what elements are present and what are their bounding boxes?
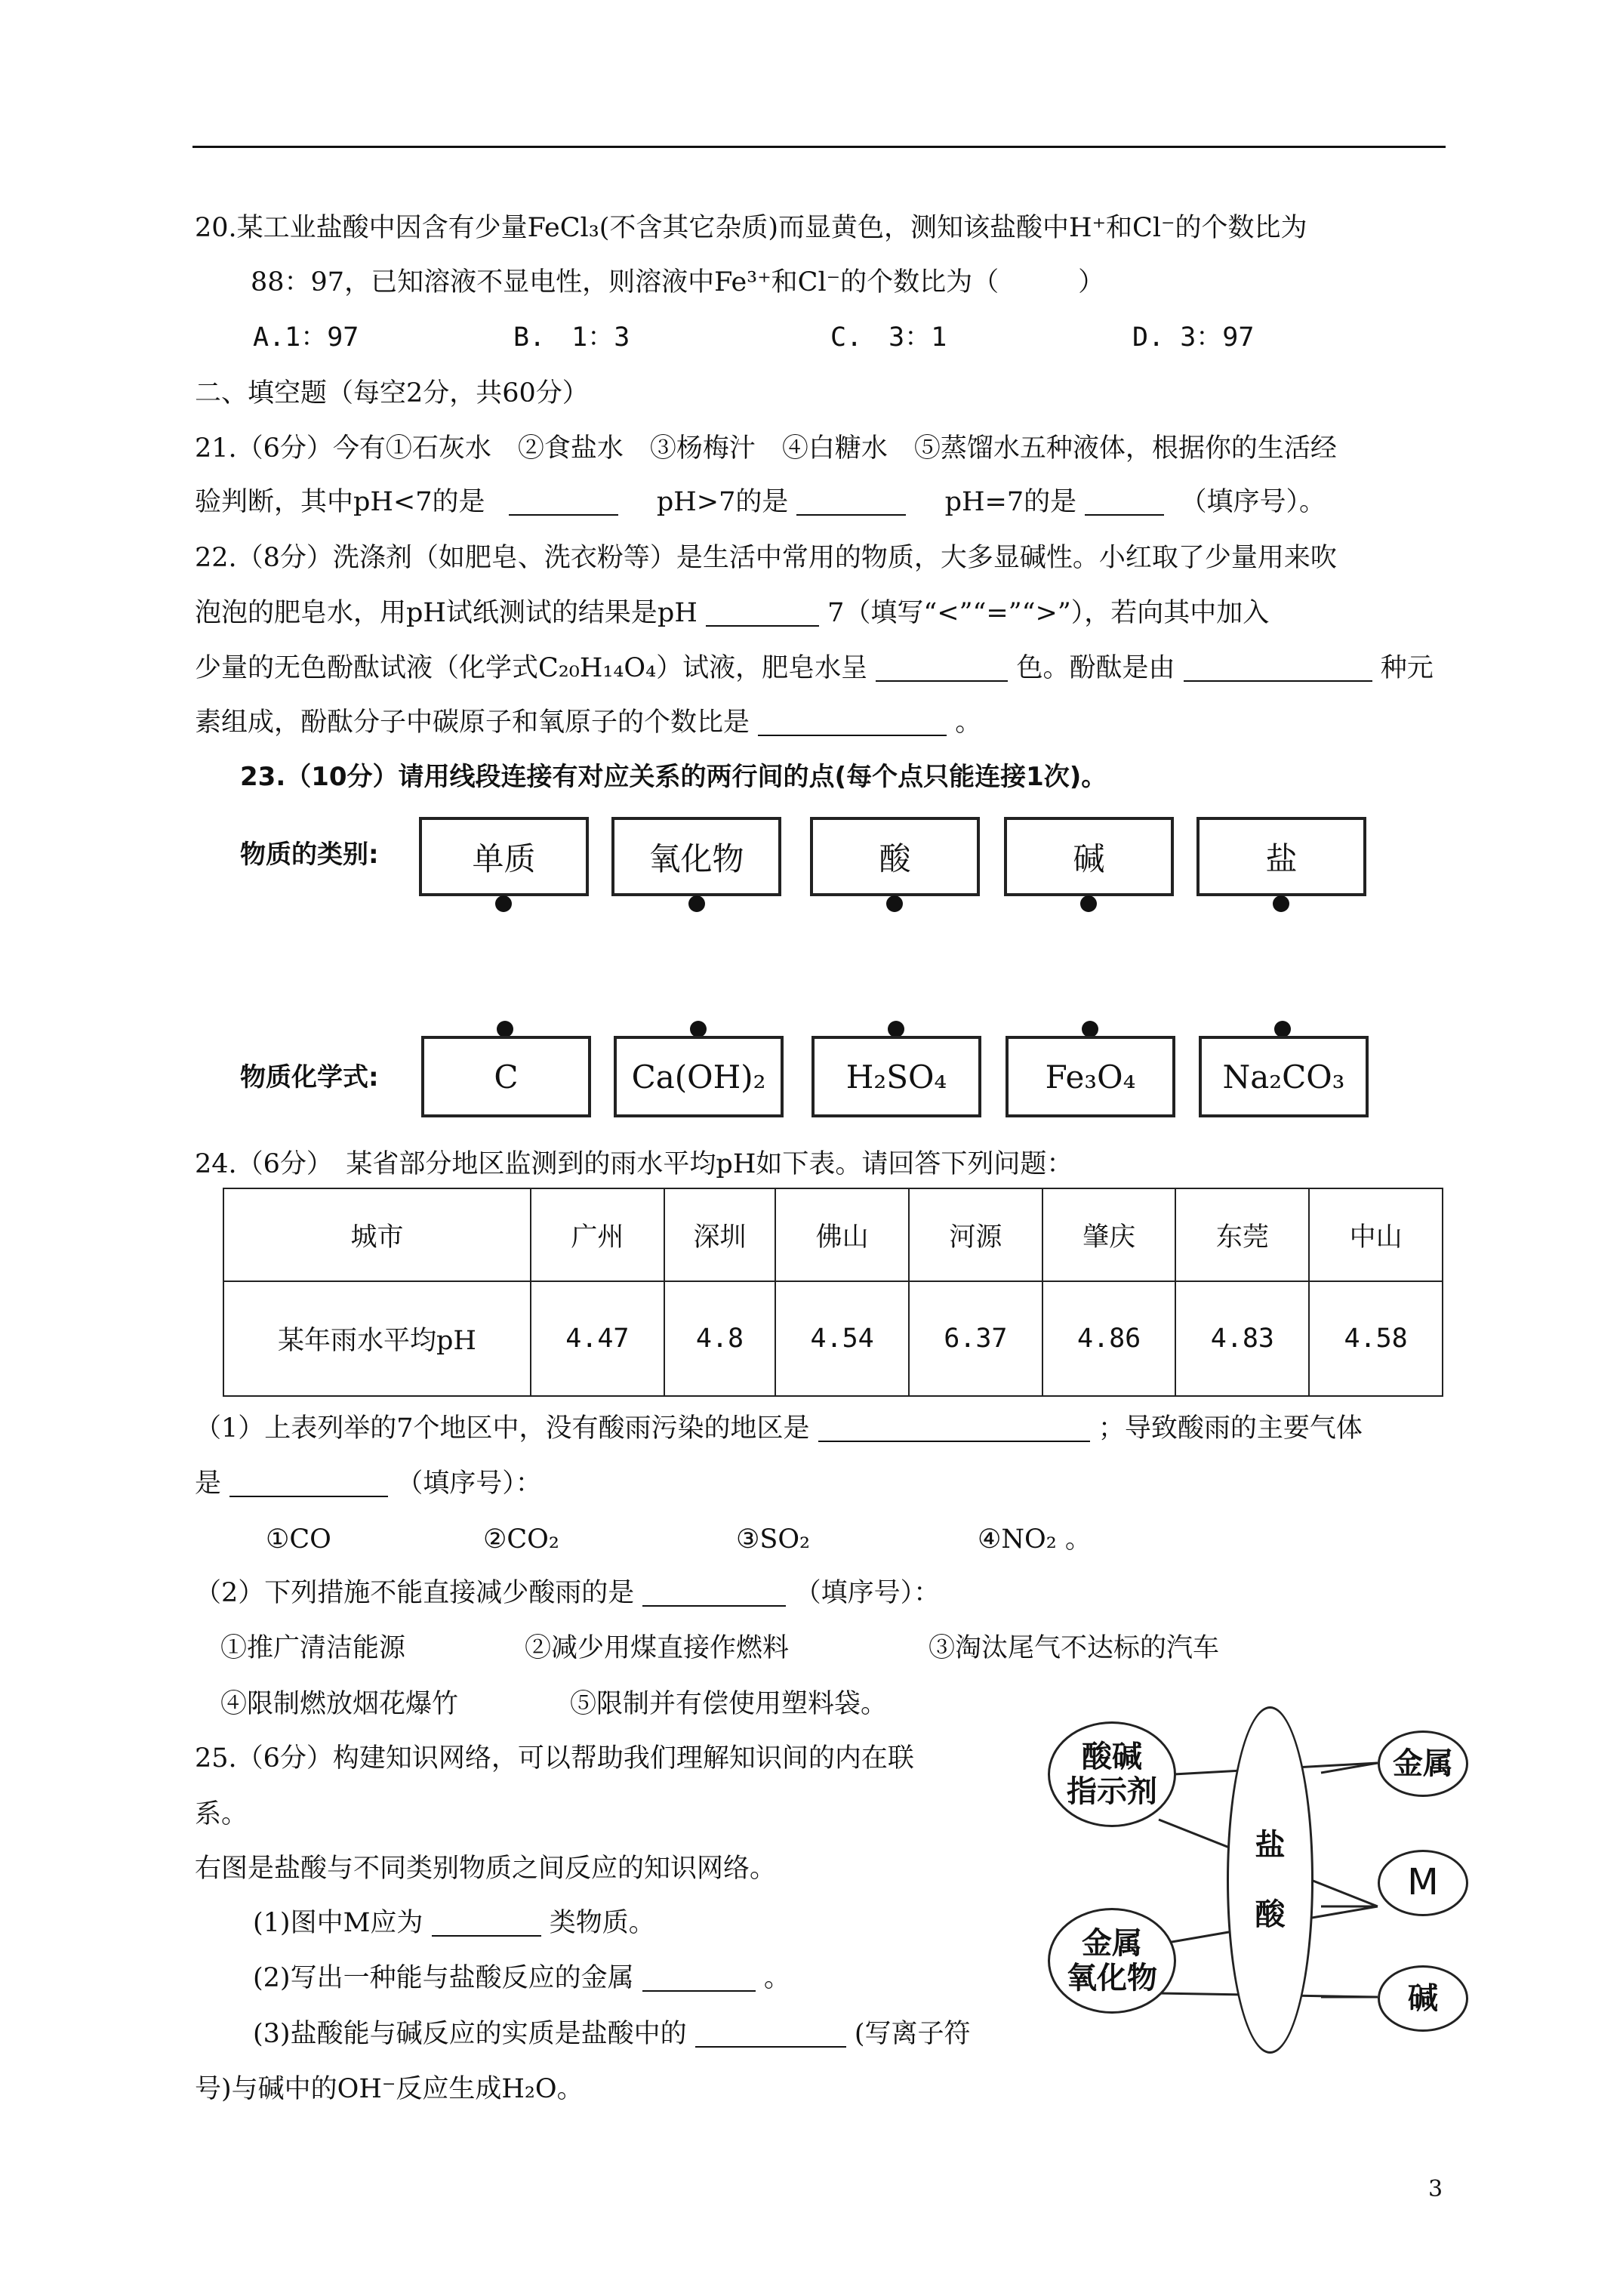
formula-box-fe3o4: Fe₃O₄ xyxy=(1006,1036,1175,1117)
q25-text-c: (2)写出一种能与盐酸反应的金属 xyxy=(253,1963,634,1993)
gas-option-4: ④NO₂ 。 xyxy=(978,1524,1092,1555)
q20-option-c: C. 3：1 xyxy=(830,322,947,353)
q21-blank-2[interactable] xyxy=(796,492,906,516)
q24-text-b: ；导致酸雨的主要气体 xyxy=(1098,1413,1363,1444)
category-box-oxide: 氧化物 xyxy=(611,817,781,896)
q21-blank-3[interactable] xyxy=(1085,492,1164,516)
q20-line1: 20.某工业盐酸中因含有少量FeCl₃(不含其它杂质)而显黄色，测知该盐酸中H⁺和Cl⁻的个数比为 xyxy=(195,213,1307,243)
formula-box-h2so4: H₂SO₄ xyxy=(812,1036,981,1117)
gas-option-1: ①CO xyxy=(266,1524,331,1555)
table-cell: 东莞 xyxy=(1175,1188,1309,1281)
q21-text-b: pH>7的是 xyxy=(656,487,789,517)
q22-line1: 22.（8分）洗涤剂（如肥皂、洗衣粉等）是生活中常用的物质，大多显碱性。小红取了少量用来吹 xyxy=(195,543,1337,573)
measure-5: ⑤限制并有偿使用塑料袋。 xyxy=(570,1689,888,1719)
q24-text-c: 是 xyxy=(195,1469,222,1499)
q25-text-d: 。 xyxy=(763,1963,790,1993)
q25-sub3 xyxy=(253,2021,971,2048)
q24-part1-line2 xyxy=(195,1471,542,1497)
table-cell: 广州 xyxy=(531,1188,664,1281)
q25-blank-3[interactable] xyxy=(695,2023,846,2048)
header-rule xyxy=(192,146,1446,148)
formula-box-caoh2: Ca(OH)₂ xyxy=(614,1036,784,1117)
q24-text-d: （填序号）： xyxy=(396,1469,542,1499)
table-cell: 4.54 xyxy=(775,1281,909,1396)
connect-point-bottom-5[interactable] xyxy=(1274,1021,1291,1037)
table-cell: 某年雨水平均pH xyxy=(223,1281,531,1396)
q25-line1: 25.（6分）构建知识网络，可以帮助我们理解知识间的内在联 xyxy=(195,1743,914,1774)
q25-text-f: (写离子符 xyxy=(854,2019,971,2049)
q25-text-b: 类物质。 xyxy=(549,1908,655,1938)
q22-text-e: 种元 xyxy=(1380,653,1434,683)
table-cell: 4.47 xyxy=(531,1281,664,1396)
formula-box-na2co3: Na₂CO₃ xyxy=(1199,1036,1369,1117)
table-cell: 中山 xyxy=(1309,1188,1443,1281)
table-cell: 4.83 xyxy=(1175,1281,1309,1396)
q20-line2: 88：97，已知溶液不显电性，则溶液中Fe³⁺和Cl⁻的个数比为（ ） xyxy=(251,267,1105,297)
m-node: M xyxy=(1378,1850,1468,1916)
q24-title: 24.（6分） 某省部分地区监测到的雨水平均pH如下表。请回答下列问题： xyxy=(195,1149,1073,1179)
q22-line2 xyxy=(195,600,1269,627)
category-box-base: 碱 xyxy=(1004,817,1174,896)
q21-blank-1[interactable] xyxy=(509,492,618,516)
connect-point-bottom-3[interactable] xyxy=(888,1021,904,1037)
measure-3: ③淘汰尾气不达标的汽车 xyxy=(929,1633,1220,1663)
q20-option-b: B. 1：3 xyxy=(513,322,630,353)
q22-blank-4[interactable] xyxy=(758,712,947,736)
metal-oxide-node: 金属 氧化物 xyxy=(1048,1908,1176,2014)
indicator-node: 酸碱 指示剂 xyxy=(1048,1721,1176,1827)
q25-text-e: (3)盐酸能与碱反应的实质是盐酸中的 xyxy=(253,2019,687,2049)
metal-node: 金属 xyxy=(1378,1730,1468,1797)
hydrochloric-acid-node: 盐 酸 xyxy=(1227,1706,1313,2054)
connect-point-bottom-2[interactable] xyxy=(690,1021,707,1037)
q20-option-d: D. 3：97 xyxy=(1132,322,1255,353)
connect-point-top-4[interactable] xyxy=(1080,895,1097,912)
base-node: 碱 xyxy=(1378,1965,1468,2032)
q23-row1-label: 物质的类别: xyxy=(240,840,379,870)
q25-sub2 xyxy=(253,1965,790,1992)
table-cell: 4.8 xyxy=(664,1281,775,1396)
q25-sub3-line2: 号)与碱中的OH⁻反应生成H₂O。 xyxy=(195,2074,584,2104)
q24-text-f: （填序号）： xyxy=(794,1578,941,1608)
q25-blank-2[interactable] xyxy=(642,1968,756,1992)
q21-text-a: 验判断，其中pH<7的是 xyxy=(195,487,485,517)
table-cell: 深圳 xyxy=(664,1188,775,1281)
measure-4: ④限制燃放烟花爆竹 xyxy=(220,1689,459,1719)
q22-blank-2[interactable] xyxy=(876,658,1008,682)
q24-blank-1[interactable] xyxy=(818,1418,1090,1442)
category-box-salt: 盐 xyxy=(1196,817,1366,896)
category-box-element: 单质 xyxy=(419,817,589,896)
q21-line1: 21.（6分）今有①石灰水 ②食盐水 ③杨梅汁 ④白糖水 ⑤蒸馏水五种液体，根据你的生活经 xyxy=(195,433,1337,464)
table-cell: 肇庆 xyxy=(1042,1188,1176,1281)
q24-text-e: （2）下列措施不能直接减少酸雨的是 xyxy=(195,1578,635,1608)
connect-point-top-1[interactable] xyxy=(495,895,512,912)
q22-text-g: 。 xyxy=(955,707,982,738)
table-row xyxy=(223,1281,1443,1396)
q21-line2 xyxy=(195,489,1326,516)
q25-sub1 xyxy=(253,1910,655,1937)
q23-row2-label: 物质化学式: xyxy=(240,1062,379,1093)
q21-text-d: （填序号）。 xyxy=(1180,487,1326,517)
q24-blank-2[interactable] xyxy=(229,1473,388,1497)
connect-point-top-2[interactable] xyxy=(688,895,705,912)
q21-text-c: pH=7的是 xyxy=(944,487,1077,517)
q23-title: 23.（10分）请用线段连接有对应关系的两行间的点(每个点只能连接1次)。 xyxy=(240,762,1107,792)
q25-line3: 右图是盐酸与不同类别物质之间反应的知识网络。 xyxy=(195,1854,777,1884)
measure-1: ①推广清洁能源 xyxy=(220,1633,406,1663)
table-cell: 4.86 xyxy=(1042,1281,1176,1396)
q25-blank-1[interactable] xyxy=(432,1912,541,1937)
table-header-row xyxy=(223,1188,1443,1281)
q25-text-a: (1)图中M应为 xyxy=(253,1908,423,1938)
table-cell: 4.58 xyxy=(1309,1281,1443,1396)
table-cell: 河源 xyxy=(909,1188,1042,1281)
q24-blank-3[interactable] xyxy=(642,1583,786,1607)
q22-text-b: 7（填写“<”“=”“>”），若向其中加入 xyxy=(827,598,1270,628)
category-box-acid: 酸 xyxy=(810,817,980,896)
measure-2: ②减少用煤直接作燃料 xyxy=(525,1633,790,1663)
page-number: 3 xyxy=(1428,2176,1443,2202)
gas-option-2: ②CO₂ xyxy=(483,1524,559,1555)
rain-ph-table xyxy=(223,1188,1443,1397)
table-cell: 6.37 xyxy=(909,1281,1042,1396)
connect-point-top-3[interactable] xyxy=(886,895,903,912)
q24-part1-line1 xyxy=(195,1413,1363,1444)
q22-text-d: 色。酚酞是由 xyxy=(1016,653,1175,683)
q24-part2-line xyxy=(195,1580,940,1607)
table-cell: 城市 xyxy=(223,1188,531,1281)
connect-point-bottom-4[interactable] xyxy=(1082,1021,1098,1037)
q22-text-a: 泡泡的肥皂水，用pH试纸测试的结果是pH xyxy=(195,598,698,628)
q22-line4 xyxy=(195,707,982,738)
q25-line2: 系。 xyxy=(195,1799,248,1829)
connect-point-top-5[interactable] xyxy=(1273,895,1289,912)
q22-text-f: 素组成，酚酞分子中碳原子和氧原子的个数比是 xyxy=(195,707,750,738)
q24-text-a: （1）上表列举的7个地区中，没有酸雨污染的地区是 xyxy=(195,1413,810,1444)
q22-text-c: 少量的无色酚酞试液（化学式C₂₀H₁₄O₄）试液，肥皂水呈 xyxy=(195,653,868,683)
q22-line3 xyxy=(195,655,1434,682)
q20-option-a: A.1：97 xyxy=(253,322,359,353)
formula-box-c: C xyxy=(421,1036,591,1117)
q22-blank-1[interactable] xyxy=(706,603,819,627)
connect-point-bottom-1[interactable] xyxy=(497,1021,513,1037)
q22-blank-3[interactable] xyxy=(1184,658,1372,682)
table-cell: 佛山 xyxy=(775,1188,909,1281)
section-heading: 二、填空题（每空2分，共60分） xyxy=(195,378,589,408)
gas-option-3: ③SO₂ xyxy=(736,1524,811,1555)
